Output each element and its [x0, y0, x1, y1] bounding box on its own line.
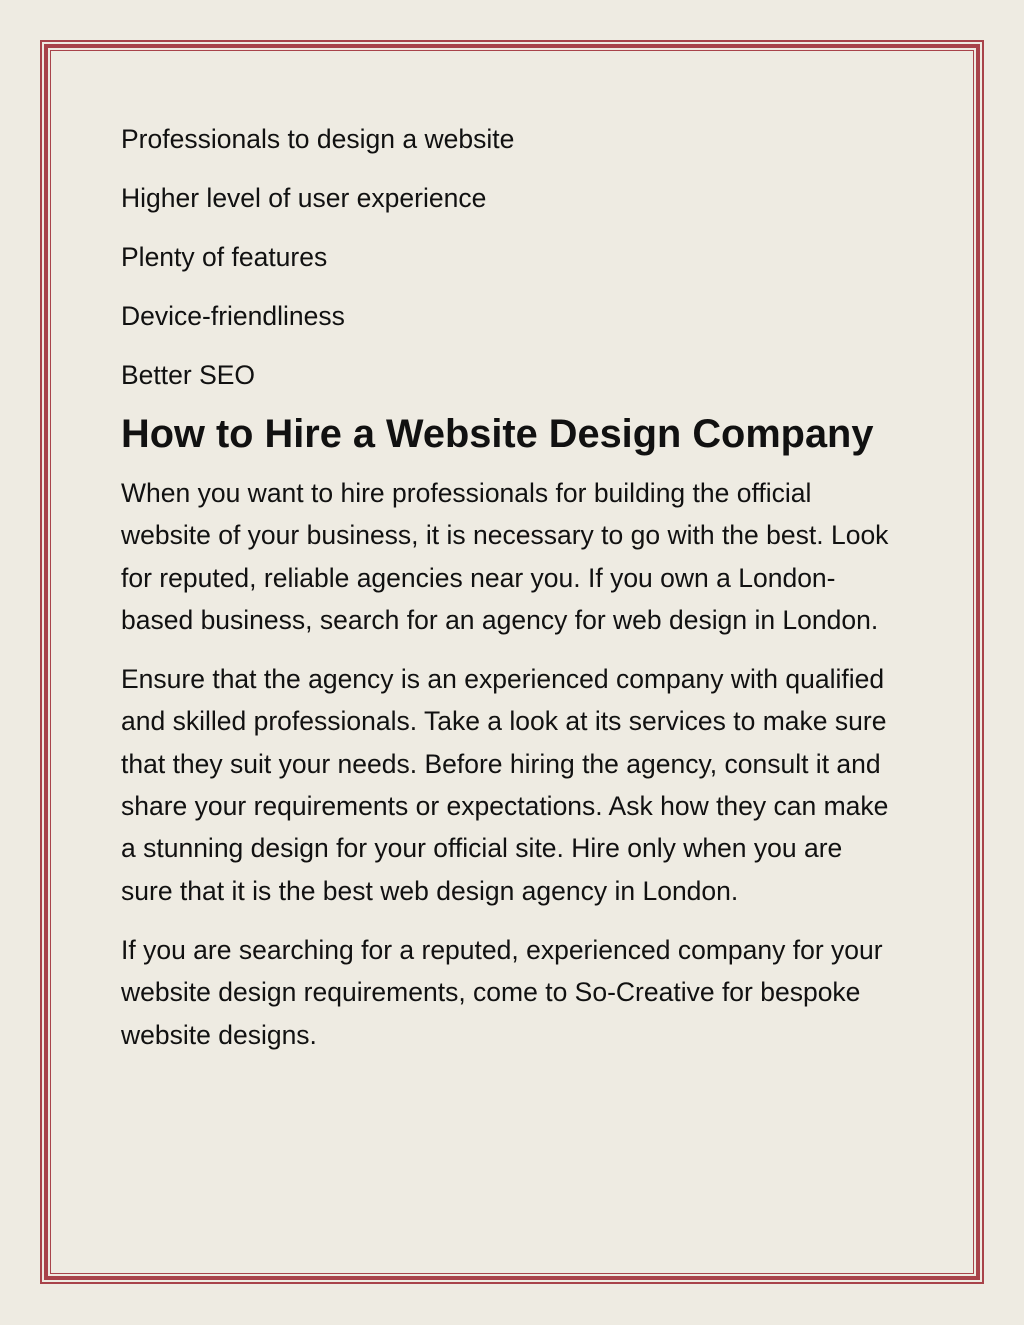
paragraph-agency-check: Ensure that the agency is an experienced company with qualified and skilled professionals. Take a look at its services to make sure that they suit your needs. Before hiring the agency, consult it and share your requirements or expectations. Ask how they can make a stunning design for your official site. Hire only when you are sure that it is the best web design agency in London. [121, 664, 889, 906]
benefit-item: Better SEO [121, 360, 256, 390]
document-body [121, 118, 901, 1073]
benefit-item: Higher level of user experience [121, 183, 487, 213]
section-heading: How to Hire a Website Design Company [121, 412, 874, 456]
paragraph-hiring: When you want to hire professionals for building the official website of your business, it is necessary to go with the best. Look for reputed, reliable agencies near you. If you own a London-based business, search for an agency for web design in London. [121, 478, 889, 635]
benefit-item: Plenty of features [121, 242, 328, 272]
benefit-item: Professionals to design a website [121, 124, 515, 154]
paragraph-call-to-action: If you are searching for a reputed, experienced company for your website design requirements, come to So-Creative for bespoke website designs. [121, 934, 883, 1050]
benefit-item: Device-friendliness [121, 301, 345, 331]
